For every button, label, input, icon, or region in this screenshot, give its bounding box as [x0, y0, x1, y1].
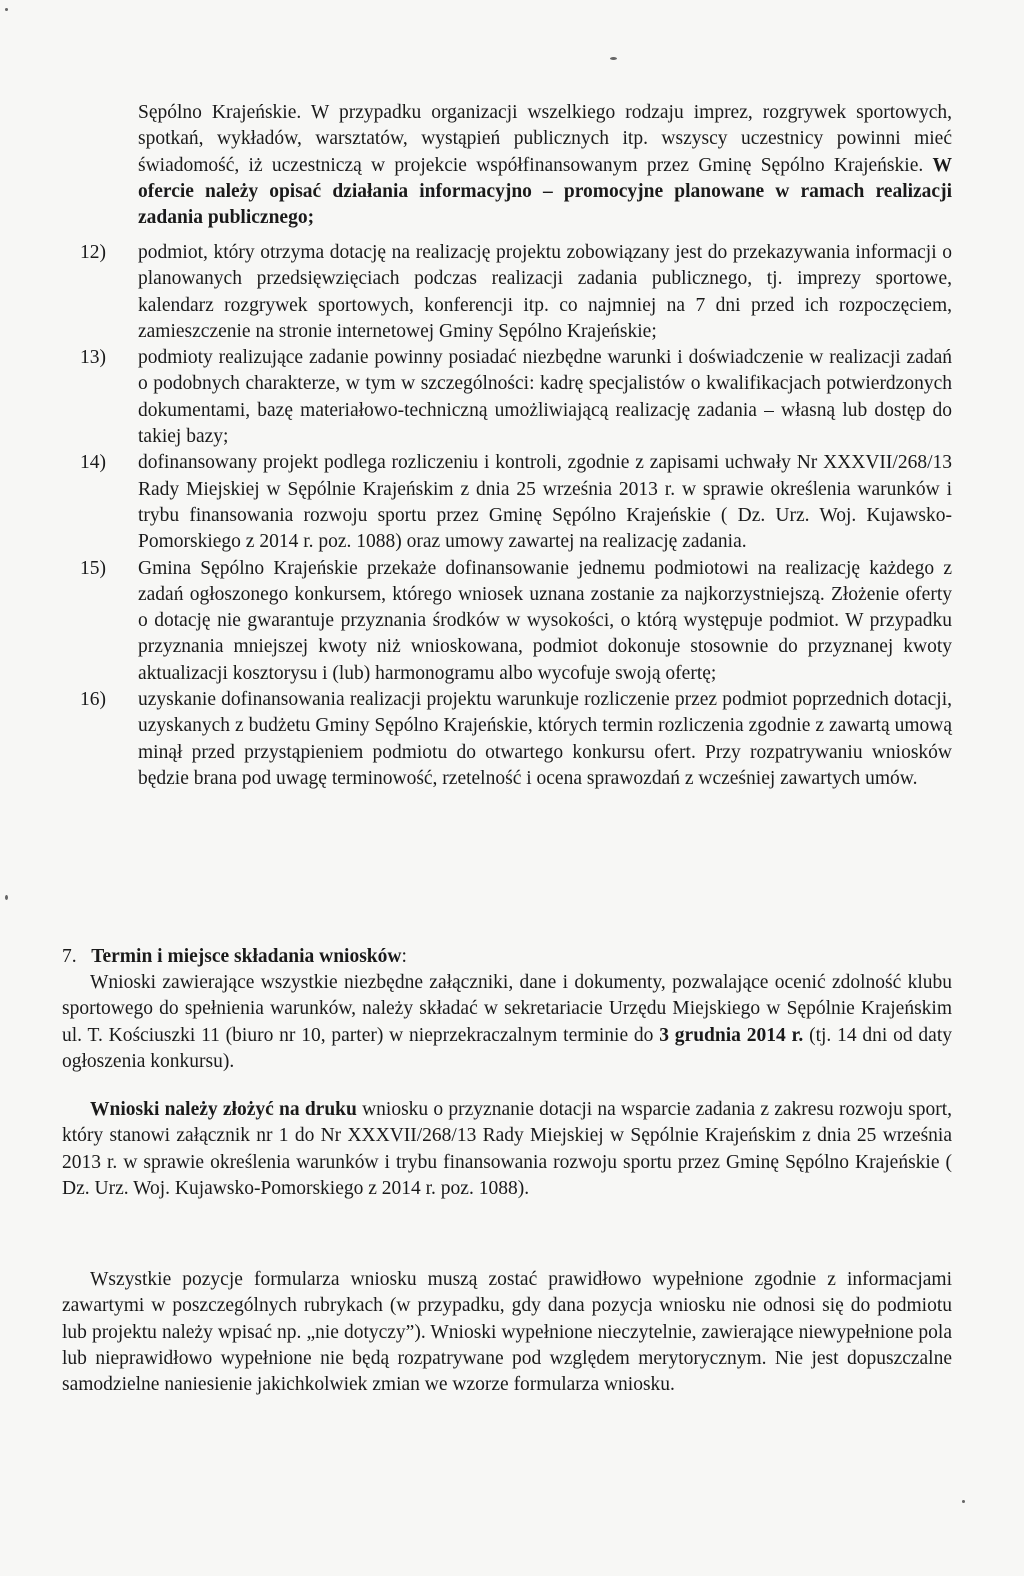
section-body-text: Wnioski zawierające wszystkie niezbędne załączniki, dane i dokumenty, pozwalające ocenić zdolność klubu sportowego do spełnienia warunków, należy składać w sekretariacie Urzędu Miejskiego w Sępólnie Krajeńskim ul. T. Kościuszki 11 (biuro nr 10, parter) w nieprzekraczalnym terminie do	[62, 972, 952, 1046]
list-item-text: podmiot, który otrzyma dotację na realizację projektu zobowiązany jest do przekazywania informacji o planowanych przedsięwzięciach podczas realizacji zadania publicznego, tj. imprezy sportowe, kalendarz rozgrywek sportowych, konferencji itp. co najmniej na 7 dni przed ich rozpoczęciem, zamieszczenie na stronie internetowej Gminy Sępólno Krajeńskie;	[138, 242, 952, 342]
list-item-number: 12)	[80, 242, 106, 263]
section-title: Termin i miejsce składania wniosków	[91, 946, 402, 967]
form-requirement-text: wniosku o przyznanie dotacji na wsparcie zadania z zakresu rozwoju sport, który stanowi załącznik nr 1 do Nr XXXVII/268/13 Rady Miejskiej w Sępólnie Krajeńskim z dnia 25 września 2013 r. w sprawie określenia warunków i trybu finansowania rozwoju sportu przez Gminę Sępólno Krajeńskie ( Dz. Urz. Woj. Kujawsko-Pomorskiego z 2014 r. poz. 1088).	[62, 1099, 953, 1199]
list-item-number: 15)	[80, 557, 106, 579]
form-requirement-paragraph	[62, 1097, 952, 1202]
section-body-tail: (tj. 14 dni od daty ogłoszenia konkursu).	[62, 1024, 952, 1072]
list-item-number: 13)	[80, 347, 106, 369]
section-7-heading	[62, 944, 407, 970]
list-item	[80, 556, 952, 687]
numbered-list	[80, 240, 952, 792]
scan-speck	[5, 8, 8, 11]
form-completion-paragraph	[62, 1267, 952, 1398]
scan-speck	[610, 57, 617, 60]
deadline-date: 3 grudnia 2014 r.	[659, 1024, 804, 1046]
list-item-number: 16)	[80, 689, 106, 711]
list-item-text: podmioty realizujące zadanie powinny posiadać niezbędne warunki i doświadczenie w realizacji zadań o podobnych charakterze, w tym w szczególności: kadrę specjalistów o kwalifikacjach potwierdzonych dokumentami, bazę materiałowo-techniczną umożliwiającą realizację zadania – własną lub dostęp do takiej bazy;	[138, 347, 952, 448]
form-completion-text: Wszystkie pozycje formularza wniosku muszą zostać prawidłowo wypełnione zgodnie z informacjami zawartymi w poszczególnych rubrykach (w przypadku, gdy dana pozycja wniosku nie odnosi się do podmiotu lub projektu należy wpisać np. „nie dotyczy”). Wnioski wypełnione nieczytelnie, zawierające niewypełnione pola lub nieprawidłowo wypełnione nie będą rozpatrywane pod względem merytorycznym. Nie jest dopuszczalne samodzielne naniesienie jakichkolwiek zmian we wzorze formularza wniosku.	[62, 1269, 952, 1396]
intro-paragraph	[138, 100, 952, 231]
form-requirement-bold: Wnioski należy złożyć na druku	[90, 1099, 357, 1120]
list-item-text: uzyskanie dofinansowania realizacji projektu warunkuje rozliczenie przez podmiot poprzednich dotacji, uzyskanych z budżetu Gminy Sępólno Krajeńskie, których termin rozliczenia zgodnie z zawartą umową minął przed przystąpieniem podmiotu do otwartego konkursu ofert. Przy rozpatrywaniu wniosków będzie brana pod uwagę terminowość, rzetelność i ocena sprawozdań z wcześniej zawartych umów.	[138, 689, 952, 789]
scan-speck	[962, 1500, 965, 1503]
section-title-colon: :	[401, 946, 407, 967]
list-item-number: 14)	[80, 452, 106, 474]
intro-bold-text: W ofercie należy opisać działania informacyjno – promocyjne planowane w ramach realizacji zadania publicznego;	[138, 154, 952, 229]
list-item	[80, 345, 952, 450]
section-7-body	[62, 970, 952, 1075]
scan-speck	[5, 895, 8, 900]
list-item-text: dofinansowany projekt podlega rozliczeniu i kontroli, zgodnie z zapisami uchwały Nr XXXVII/268/13 Rady Miejskiej w Sępólnie Krajeńskim z dnia 25 września 2013 r. w sprawie określenia warunków i trybu finansowania rozwoju sportu przez Gminę Sępólno Krajeńskie ( Dz. Urz. Woj. Kujawsko-Pomorskiego z 2014 r. poz. 1088) oraz umowy zawartej na realizację zadania.	[138, 452, 952, 553]
list-item	[80, 240, 952, 345]
section-number: 7.	[62, 946, 77, 967]
intro-text: Sępólno Krajeńskie. W przypadku organizacji wszelkiego rodzaju imprez, rozgrywek sportowych, spotkań, wykładów, warsztatów, wystąpień publicznych itp. wszyscy uczestnicy powinni mieć świadomość, iż uczestniczą w projekcie współfinansowanym przez Gminę Sępólno Krajeńskie.	[138, 102, 952, 176]
list-item-text: Gmina Sępólno Krajeńskie przekaże dofinansowanie jednemu podmiotowi na realizację każdego z zadań ogłoszonego konkursem, którego wniosek uznana zostanie za najkorzystniejszą. Złożenie oferty o dotację nie gwarantuje przyznania środków w wysokości, o którą występuje podmiot. W przypadku przyznania mniejszej kwoty niż wnioskowana, podmiot dokonuje stosownie do przyznanej kwoty aktualizacji kosztorysu i (lub) harmonogramu albo wycofuje swoją ofertę;	[138, 557, 952, 684]
list-item	[80, 687, 952, 792]
list-item	[80, 450, 952, 555]
